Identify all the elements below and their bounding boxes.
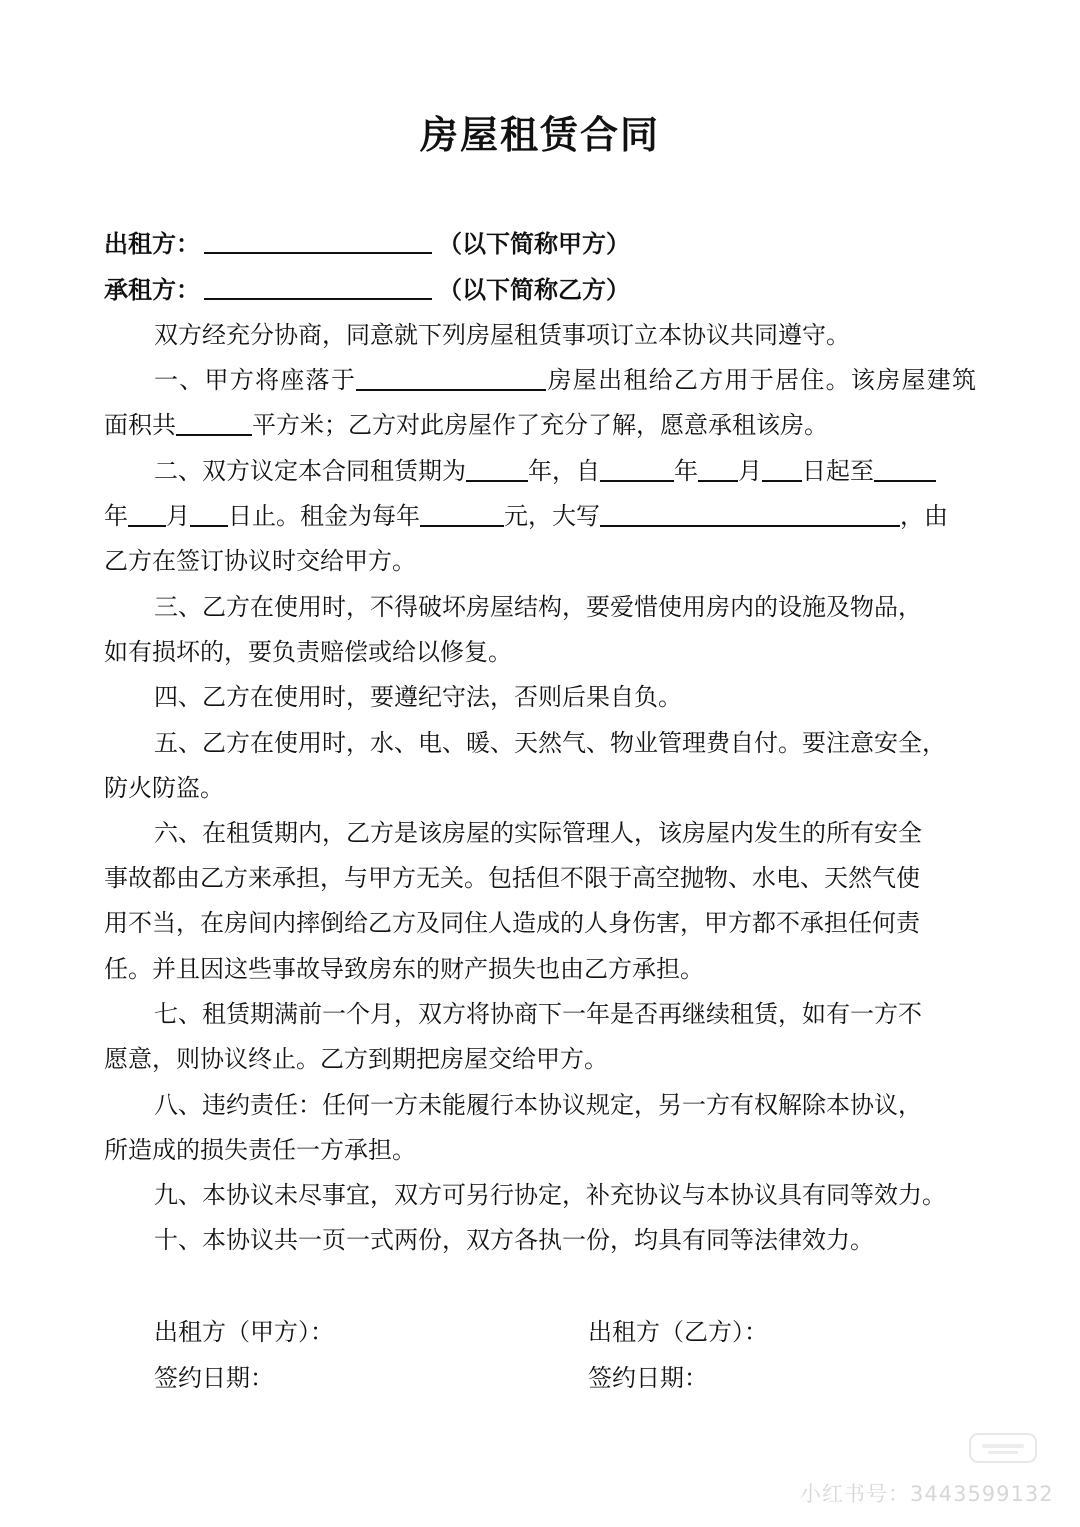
clause-2-text-d: 月 xyxy=(738,457,762,485)
clause-1-text-c: 面积共 xyxy=(104,411,176,439)
start-year-blank xyxy=(600,456,674,482)
start-month-blank xyxy=(698,456,738,482)
clause-1-text-b: 房屋出租给乙方用于居住。该房屋建筑 xyxy=(546,366,977,394)
clause-1-line-1 xyxy=(154,365,976,395)
lessor-label: 出租方： xyxy=(104,230,200,258)
clause-1-line-2 xyxy=(104,410,976,440)
clause-5-line-1: 五、乙方在使用时，水、电、暖、天然气、物业管理费自付。要注意安全， xyxy=(154,729,946,757)
clause-4-line-1: 四、乙方在使用时，要遵纪守法，否则后果自负。 xyxy=(154,683,682,711)
clause-2-line-3: 乙方在签订协议时交给甲方。 xyxy=(104,547,416,575)
clause-2-text-h: 日止。租金为每年 xyxy=(228,502,420,530)
rent-uppercase-blank xyxy=(600,501,900,527)
lessee-label: 承租方： xyxy=(104,276,200,304)
clause-8-line-2: 所造成的损失责任一方承担。 xyxy=(104,1136,416,1164)
area-blank xyxy=(176,410,252,436)
start-day-blank xyxy=(762,456,802,482)
clause-2-line-2 xyxy=(104,501,976,531)
lessor-blank xyxy=(204,228,432,254)
clause-3-line-1: 三、乙方在使用时，不得破坏房屋结构，要爱惜使用房内的设施及物品， xyxy=(154,593,922,621)
address-blank xyxy=(356,365,546,391)
clause-6-line-4: 任。并且因这些事故导致房东的财产损失也由乙方承担。 xyxy=(104,955,704,983)
clause-6-line-3: 用不当，在房间内摔倒给乙方及同住人造成的人身伤害，甲方都不承担任何责 xyxy=(104,909,920,937)
party-a-signature-label: 出租方（甲方）： xyxy=(154,1318,334,1346)
clause-2-text-g: 月 xyxy=(166,502,190,530)
intro-paragraph: 双方经充分协商，同意就下列房屋租赁事项订立本协议共同遵守。 xyxy=(154,321,850,349)
clause-2-line-1 xyxy=(154,456,976,486)
document-title: 房屋租赁合同 xyxy=(419,113,660,157)
clause-8-line-1: 八、违约责任：任何一方未能履行本协议规定，另一方有权解除本协议， xyxy=(154,1091,922,1119)
clause-2-text-b: 年，自 xyxy=(528,457,600,485)
rent-amount-blank xyxy=(420,501,504,527)
clause-1-text-d: 平方米；乙方对此房屋作了充分了解，愿意承租该房。 xyxy=(252,411,828,439)
end-year-blank xyxy=(874,456,936,482)
watermark-logo-icon xyxy=(968,1428,1038,1468)
clause-3-line-2: 如有损坏的，要负责赔偿或给以修复。 xyxy=(104,638,512,666)
clause-10-line-1: 十、本协议共一页一式两份，双方各执一份，均具有同等法律效力。 xyxy=(154,1226,874,1254)
clause-2-text-j: ，由 xyxy=(900,502,948,530)
clause-2-text-a: 二、双方议定本合同租赁期为 xyxy=(154,457,466,485)
party-a-date-label: 签约日期： xyxy=(154,1364,274,1392)
term-years-blank xyxy=(466,456,528,482)
lessor-note: （以下简称甲方） xyxy=(438,230,630,258)
lessee-line xyxy=(104,274,630,305)
clause-2-text-e: 日起至 xyxy=(802,457,874,485)
clause-5-line-2: 防火防盗。 xyxy=(104,774,224,802)
party-b-date-label: 签约日期： xyxy=(588,1364,708,1392)
watermark-text: 小红书号：3443599132 xyxy=(800,1482,1054,1506)
clause-2-text-i: 元，大写 xyxy=(504,502,600,530)
clause-9-line-1: 九、本协议未尽事宜，双方可另行协定，补充协议与本协议具有同等效力。 xyxy=(154,1181,946,1209)
clause-7-line-1: 七、租赁期满前一个月，双方将协商下一年是否再继续租赁，如有一方不 xyxy=(154,1000,922,1028)
lessee-note: （以下简称乙方） xyxy=(438,276,630,304)
lessee-blank xyxy=(204,274,432,300)
clause-2-text-c: 年 xyxy=(674,457,698,485)
clause-6-line-2: 事故都由乙方来承担，与甲方无关。包括但不限于高空抛物、水电、天然气使 xyxy=(104,864,920,892)
lessor-line xyxy=(104,228,630,259)
clause-1-text-a: 一、甲方将座落于 xyxy=(154,366,357,394)
clause-7-line-2: 愿意，则协议终止。乙方到期把房屋交给甲方。 xyxy=(104,1045,608,1073)
party-b-signature-label: 出租方（乙方）： xyxy=(588,1318,768,1346)
end-month-blank xyxy=(128,501,166,527)
end-day-blank xyxy=(190,501,228,527)
clause-6-line-1: 六、在租赁期内，乙方是该房屋的实际管理人，该房屋内发生的所有安全 xyxy=(154,819,922,847)
clause-2-text-f: 年 xyxy=(104,502,128,530)
